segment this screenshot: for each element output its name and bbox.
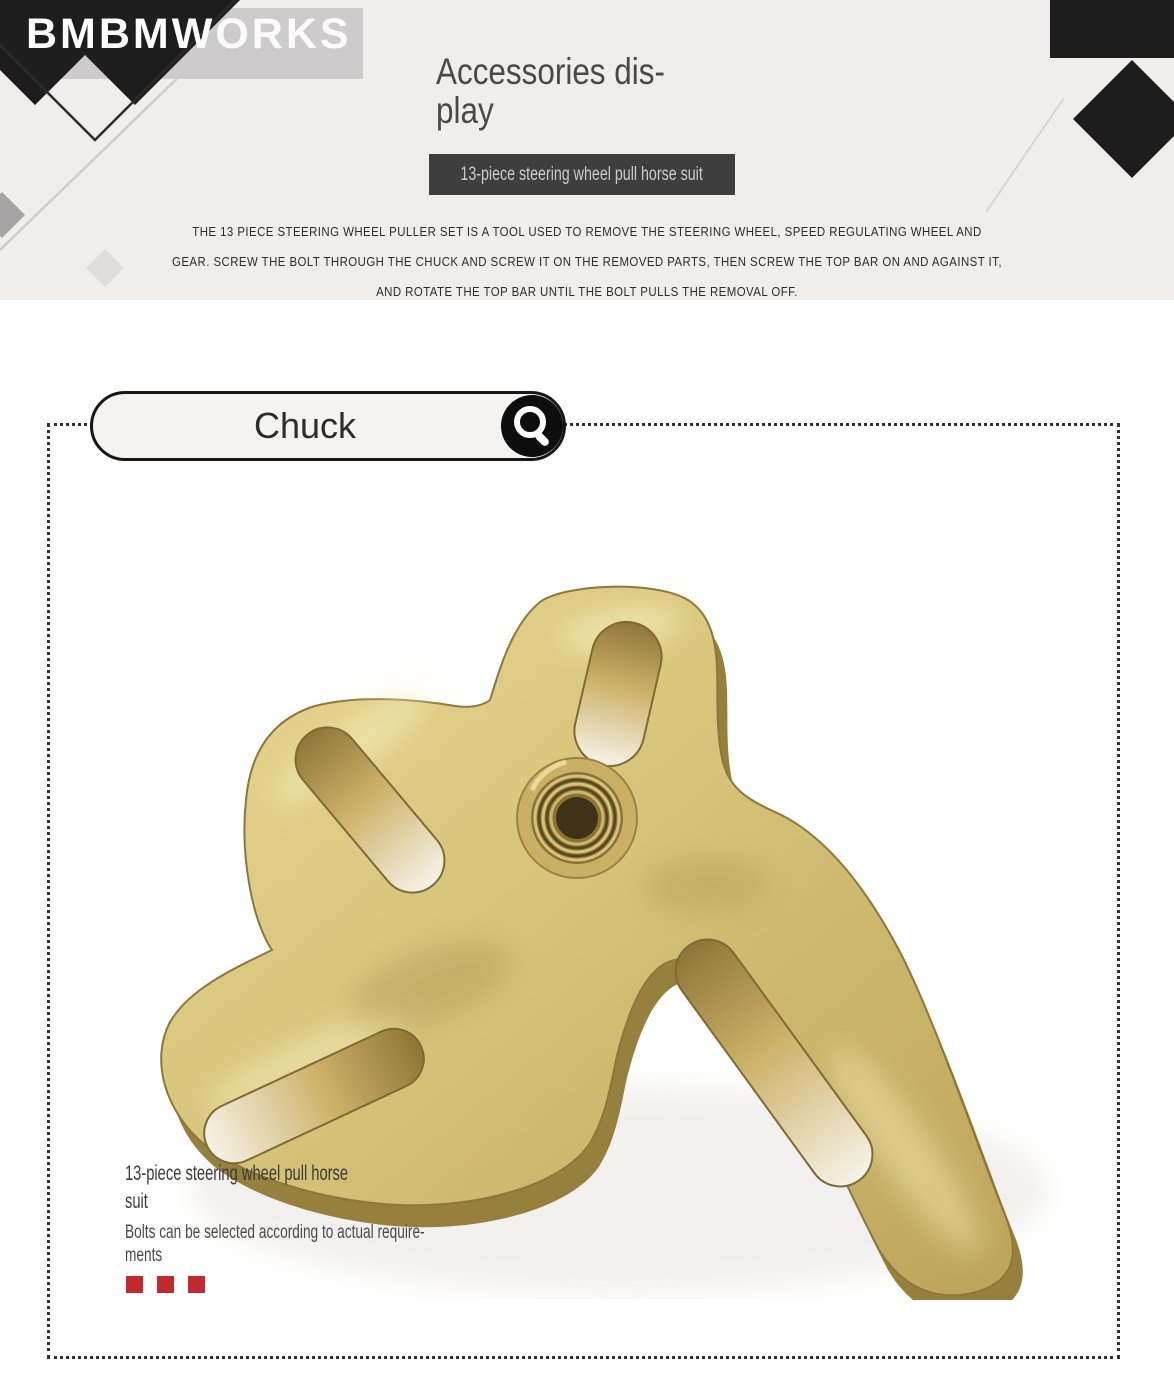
product-note <box>125 1221 425 1267</box>
page-title-line2: play <box>436 90 494 131</box>
square-decoration <box>1050 0 1174 58</box>
threaded-center-hole <box>517 758 637 878</box>
description-line: GEAR. SCREW THE BOLT THROUGH THE CHUCK AND SCREW IT ON THE REMOVED PARTS, THEN SCREW THE TOP BAR ON AND AGAINST IT, <box>172 254 1002 269</box>
page-title-line1: Accessories dis- <box>436 51 665 92</box>
red-square-decoration <box>126 1276 143 1293</box>
shading <box>643 859 767 911</box>
product-caption <box>125 1160 348 1216</box>
diagonal-line-decoration <box>986 98 1064 212</box>
chuck-tag-label: Chuck <box>253 405 357 446</box>
product-name-badge-label: 13-piece steering wheel pull horse suit <box>460 163 704 185</box>
product-note-line1: Bolts can be selected according to actual require- <box>125 1222 425 1243</box>
chuck-tag-button[interactable] <box>90 391 566 461</box>
brand-logo: BMBMWORKS <box>26 10 352 58</box>
search-icon[interactable] <box>501 395 563 457</box>
red-square-decoration <box>188 1276 205 1293</box>
diamond-decoration <box>1073 60 1174 178</box>
magnifier-handle-icon <box>534 431 551 448</box>
description-line: AND ROTATE THE TOP BAR UNTIL THE BOLT PULLS THE REMOVAL OFF. <box>376 284 798 299</box>
description-line: THE 13 PIECE STEERING WHEEL PULLER SET IS A TOOL USED TO REMOVE THE STEERING WHEEL, SPEED REGULATING WHEEL AND <box>192 224 982 239</box>
product-name-badge <box>429 154 735 195</box>
product-note-line2: ments <box>125 1245 163 1266</box>
product-caption-line2: suit <box>125 1190 148 1213</box>
product-caption-line1: 13-piece steering wheel pull horse <box>125 1162 349 1185</box>
header <box>0 0 1174 300</box>
page-title <box>436 52 665 130</box>
red-square-decoration <box>157 1276 174 1293</box>
